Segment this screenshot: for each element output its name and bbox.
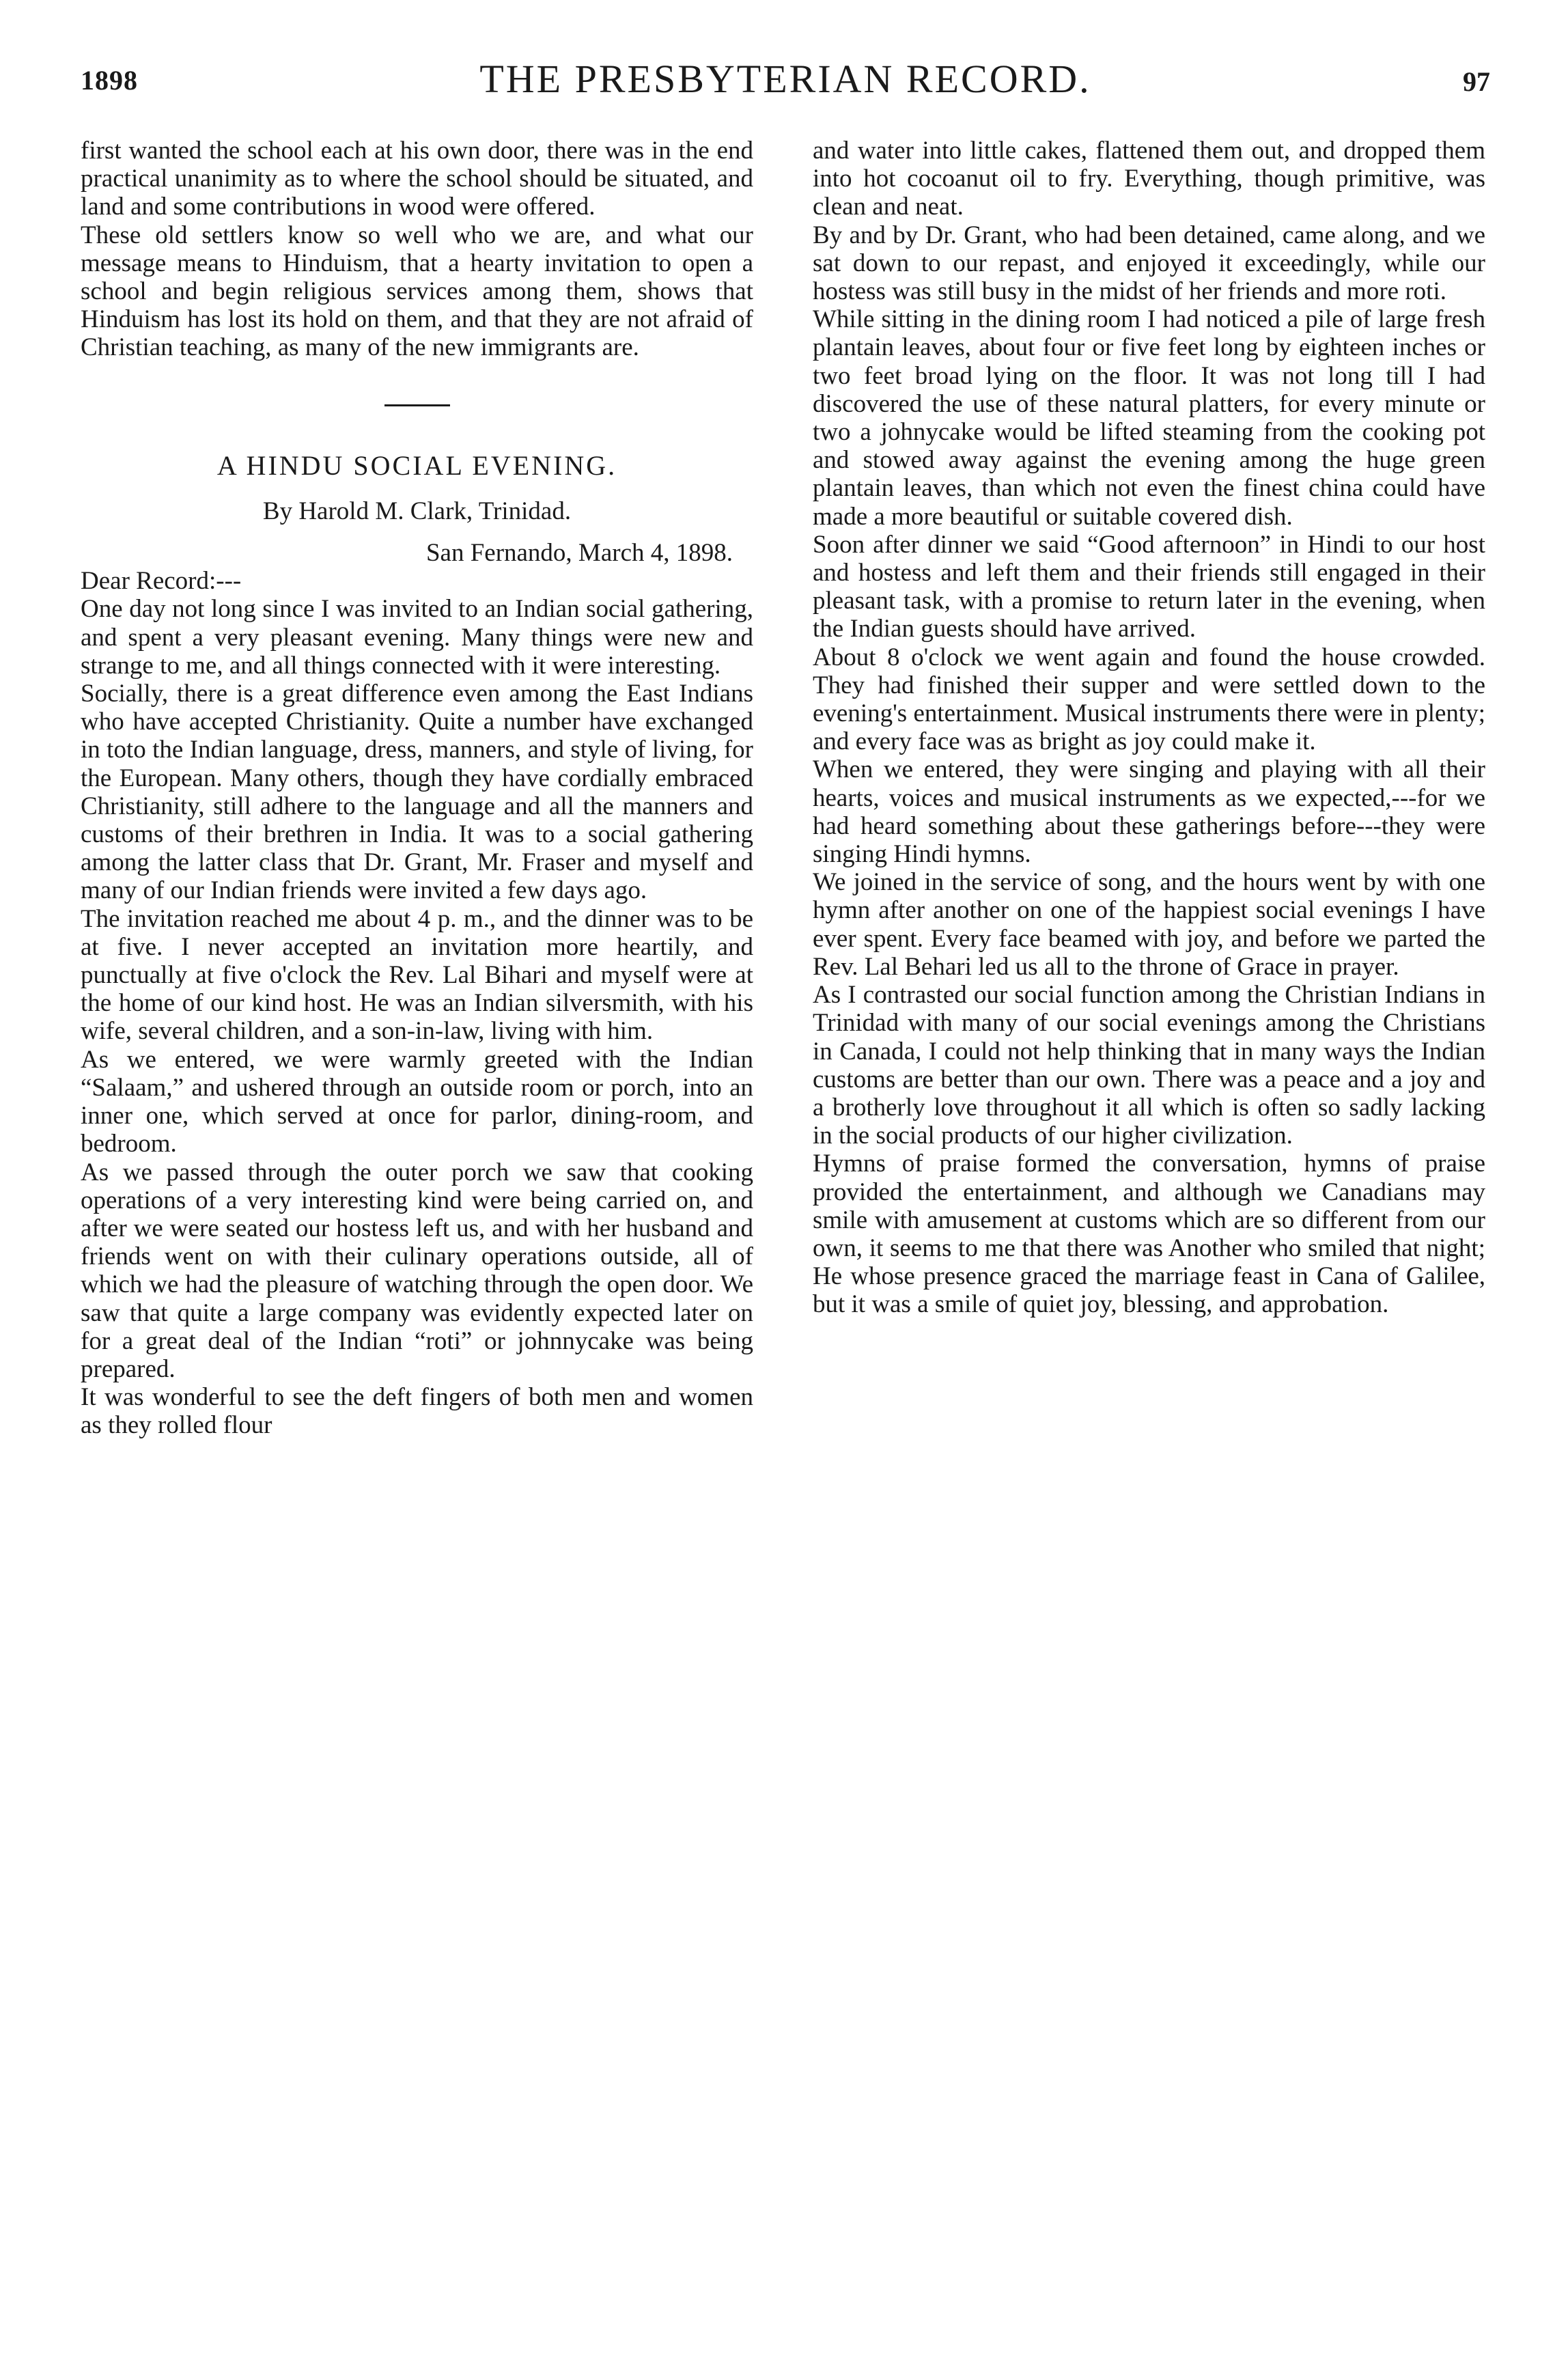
paragraph: Socially, there is a great difference even among the East Indians who have accepted Christianity. Quite a number have exchanged in toto the Indian language, dress, manners, and style of living, for the European. Many others, though they have cordially embraced Christianity, still adhere to the language and all the manners and customs of their brethren in India. It was to a social gathering among the latter class that Dr. Grant, Mr. Fraser and myself and many of our Indian friends were invited a few days ago.: [81, 680, 753, 905]
letter-dateline: San Fernando, March 4, 1898.: [425, 539, 733, 568]
paragraph: It was wonderful to see the deft fingers of both men and women as they rolled flour: [81, 1383, 753, 1440]
section-divider: [384, 404, 450, 406]
paragraph: The invitation reached me about 4 p. m., and the dinner was to be at five. I never accepted an invitation more heartily, and punctually at five o'clock the Rev. Lal Bihari and myself were at the home of our kind host. He was an Indian silversmith, with his wife, several children, and a son-in-law, living with him.: [81, 904, 753, 1046]
paragraph: These old settlers know so well who we are, and what our message means to Hinduism, that a hearty invitation to open a school and begin religious services among them, shows that Hinduism has lost its hold on them, and that they are not afraid of Christian teaching, as many of the new immigrants are.: [81, 221, 753, 362]
page-number: 97: [1463, 66, 1490, 97]
paragraph: and water into little cakes, flattened them out, and dropped them into hot cocoanut oil to fry. Everything, though primitive, was clean and neat.: [813, 137, 1485, 221]
running-head: [81, 56, 1490, 111]
header-year: 1898: [81, 65, 138, 96]
header-title: THE PRESBYTERIAN RECORD.: [479, 57, 1091, 101]
paragraph: As we entered, we were warmly greeted with the Indian “Salaam,” and ushered through an outside room or porch, into an inner one, which served at once for parlor, dining-room, and bedroom.: [81, 1045, 753, 1158]
paragraph: One day not long since I was invited to an Indian social gathering, and spent a very pleasant evening. Many things were new and strange to me, and all things connected with it were interesting.: [81, 595, 753, 680]
paragraph: While sitting in the dining room I had noticed a pile of large fresh plantain leaves, about four or five feet long by eighteen inches or two feet broad lying on the floor. It was not long till I had discovered the use of these natural platters, for every minute or two a johnycake would be lifted steaming from the cooking pot and stowed away against the evening among the huge green plantain leaves, than which not even the finest china could have made a more beautiful or suitable covered dish.: [813, 305, 1485, 531]
paragraph: Hymns of praise formed the conversation, hymns of praise provided the entertainment, and although we Canadians may smile with amusement at customs which are so different from our own, it seems to me that there was Another who smiled that night; He whose presence graced the marriage feast in Cana of Galilee, but it was a smile of quiet joy, blessing, and approbation.: [813, 1150, 1485, 1319]
article-byline: By Harold M. Clark, Trinidad.: [262, 497, 572, 525]
paragraph: Soon after dinner we said “Good afternoon” in Hindi to our host and hostess and left them and their friends still engaged in their pleasant task, with a promise to return later in the evening, when the Indian guests should have arrived.: [813, 530, 1485, 643]
paragraph: By and by Dr. Grant, who had been detained, came along, and we sat down to our repast, and enjoyed it exceedingly, while our hostess was still busy in the midst of her friends and more roti.: [813, 221, 1485, 306]
paragraph: When we entered, they were singing and playing with all their hearts, voices and musical instruments as we expected,---for we had heard something about these gatherings before---they were singing Hindi hymns.: [813, 755, 1485, 869]
letter-salutation: Dear Record:---: [81, 567, 242, 596]
paragraph: first wanted the school each at his own door, there was in the end practical unanimity as to where the school should be situated, and land and some contributions in wood were offered.: [81, 137, 753, 221]
right-column: [813, 137, 1485, 1319]
left-column: [81, 137, 753, 1440]
article-title: A HINDU SOCIAL EVENING.: [216, 449, 617, 481]
paragraph: We joined in the service of song, and the hours went by with one hymn after another on one of the happiest social evenings I have ever spent. Every face beamed with joy, and before we parted the Rev. Lal Behari led us all to the throne of Grace in prayer.: [813, 868, 1485, 981]
paragraph: As I contrasted our social function among the Christian Indians in Trinidad with many of our social evenings among the Christians in Canada, I could not help thinking that in many ways the Indian customs are better than our own. There was a peace and a joy and a brotherly love throughout it all which is often so sadly lacking in the social products of our higher civilization.: [813, 981, 1485, 1150]
paragraph: As we passed through the outer porch we saw that cooking operations of a very interesting kind were being carried on, and after we were seated our hostess left us, and with her husband and friends went on with their culinary operations outside, all of which we had the pleasure of watching through the open door. We saw that quite a large company was evidently expected later on for a great deal of the Indian “roti” or johnnycake was being prepared.: [81, 1158, 753, 1383]
paragraph: About 8 o'clock we went again and found the house crowded. They had finished their supper and were settled down to the evening's entertainment. Musical instruments there were in plenty; and every face was as bright as joy could make it.: [813, 643, 1485, 756]
